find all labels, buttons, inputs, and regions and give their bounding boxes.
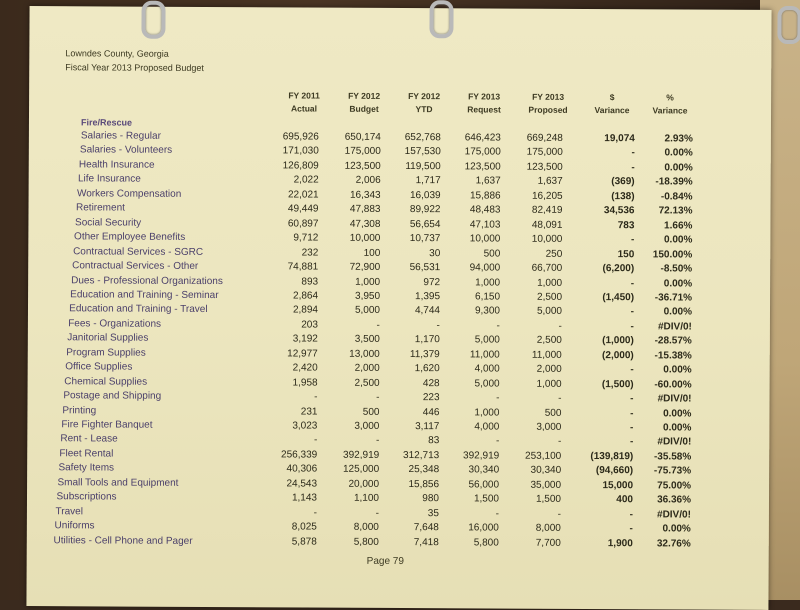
amount-cell: 2,000 (536, 363, 562, 376)
percent-variance-cell: -8.50% (660, 263, 693, 275)
amount-cell: 1,500 (535, 493, 562, 506)
amount-cell: 5,800 (353, 536, 379, 548)
dollar-variance-cell: (138) (611, 190, 635, 203)
row-label: Program Supplies (66, 347, 146, 359)
amount-cell: - (375, 507, 379, 519)
amount-cell: 30,340 (468, 464, 500, 476)
amount-cell: 650,174 (344, 131, 381, 143)
percent-variance-cell: 0.00% (663, 364, 692, 376)
amount-cell: 1,000 (475, 276, 501, 289)
column-header-line1: FY 2012 (348, 90, 381, 101)
amount-cell: 3,000 (536, 421, 562, 433)
amount-cell: - (495, 508, 499, 520)
amount-cell: 35,000 (530, 479, 562, 491)
amount-cell: - (557, 508, 561, 520)
amount-cell: 24,543 (286, 478, 318, 490)
row-label: Uniforms (54, 520, 95, 532)
amount-cell: 3,192 (292, 333, 318, 345)
amount-cell: 256,339 (281, 449, 318, 461)
amount-cell: 5,000 (354, 305, 381, 317)
amount-cell: - (495, 435, 500, 447)
amount-cell: 1,100 (353, 493, 380, 505)
county-title: Lowndes County, Georgia (65, 48, 169, 59)
percent-variance-cell: 0.00% (663, 306, 693, 318)
amount-cell: 10,000 (531, 233, 563, 245)
row-label: Education and Training - Seminar (70, 289, 219, 301)
amount-cell: 123,500 (344, 160, 381, 172)
percent-variance-cell: -35.58% (653, 451, 692, 463)
dollar-variance-cell: - (629, 436, 634, 448)
amount-cell: 3,000 (354, 420, 380, 432)
amount-cell: 646,423 (464, 132, 501, 144)
amount-cell: 5,000 (536, 306, 563, 318)
column-header (449, 90, 519, 116)
amount-cell: 48,091 (531, 219, 563, 231)
binder-ring-right (777, 6, 800, 44)
amount-cell: 11,000 (531, 349, 562, 361)
amount-cell: 56,654 (409, 218, 441, 230)
dollar-variance-cell: - (630, 234, 635, 246)
amount-cell: 47,103 (469, 219, 501, 231)
row-label: Small Tools and Equipment (57, 477, 179, 489)
column-header-line2: Budget (349, 103, 379, 114)
amount-cell: 74,881 (287, 261, 319, 273)
amount-cell: 223 (422, 392, 440, 404)
amount-cell: 49,449 (287, 203, 319, 215)
amount-cell: 12,977 (287, 348, 318, 360)
dollar-variance-cell: 1,900 (607, 537, 633, 549)
amount-cell: 5,800 (473, 536, 499, 549)
amount-cell: 1,000 (355, 276, 381, 288)
percent-variance-cell: 0.00% (663, 407, 692, 420)
amount-cell: 20,000 (348, 478, 380, 490)
percent-variance-cell: -0.84% (660, 191, 693, 203)
amount-cell: 2,500 (354, 377, 380, 389)
amount-cell: 11,000 (469, 349, 500, 361)
amount-cell: 4,000 (474, 421, 500, 433)
amount-cell: 5,878 (291, 536, 317, 548)
amount-cell: 1,620 (414, 363, 440, 375)
amount-cell: 1,170 (414, 334, 440, 346)
amount-cell: 16,205 (531, 190, 563, 202)
dollar-variance-cell: (6,200) (602, 263, 635, 275)
row-label: Workers Compensation (76, 188, 182, 200)
amount-cell: 15,886 (469, 190, 501, 202)
amount-cell: 1,395 (415, 291, 441, 303)
amount-cell: 5,000 (474, 334, 500, 346)
amount-cell: 25,348 (408, 464, 440, 476)
amount-cell: 972 (423, 276, 441, 288)
dollar-variance-cell: 19,074 (604, 133, 635, 145)
row-label: Contractual Services - SGRC (73, 245, 204, 258)
amount-cell: 2,006 (355, 175, 381, 187)
column-header-line1: $ (609, 92, 615, 103)
percent-variance-cell: 72.13% (658, 205, 693, 217)
dollar-variance-cell: 400 (616, 494, 634, 506)
amount-cell: 94,000 (469, 262, 501, 274)
amount-cell: 89,922 (409, 204, 441, 216)
amount-cell: 123,500 (526, 161, 563, 173)
amount-cell: 500 (362, 406, 380, 418)
amount-cell: 1,000 (537, 277, 563, 289)
amount-cell: 1,000 (536, 378, 562, 390)
budget-subtitle: Fiscal Year 2013 Proposed Budget (65, 62, 204, 73)
amount-cell: 9,300 (474, 305, 501, 317)
amount-cell: 16,343 (349, 189, 381, 201)
percent-variance-cell: -28.57% (654, 335, 692, 347)
percent-variance-cell: #DIV/0! (656, 509, 691, 521)
percent-variance-cell: -36.71% (654, 292, 693, 304)
amount-cell: 30,340 (530, 465, 562, 477)
percent-variance-cell: 0.00% (664, 147, 693, 159)
amount-cell: 2,864 (293, 290, 319, 302)
amount-cell: 500 (544, 407, 562, 419)
table-row (27, 535, 769, 553)
percent-variance-cell: 0.00% (664, 162, 693, 174)
amount-cell: 16,039 (409, 189, 441, 202)
dollar-variance-cell: 34,536 (603, 205, 635, 217)
percent-variance-cell: -75.73% (653, 465, 692, 477)
amount-cell: 40,306 (286, 463, 318, 475)
amount-cell: 123,500 (464, 161, 501, 173)
budget-page (26, 6, 771, 610)
row-label: Health Insurance (78, 159, 155, 171)
dollar-variance-cell: - (630, 306, 635, 318)
column-header (513, 91, 583, 117)
amount-cell: 3,950 (355, 290, 381, 302)
amount-cell: 232 (301, 247, 319, 259)
amount-cell: 203 (301, 319, 318, 331)
amount-cell: - (496, 320, 500, 332)
amount-cell: 125,000 (342, 464, 380, 476)
dollar-variance-cell: 783 (617, 219, 635, 231)
row-label: Utilities - Cell Phone and Pager (53, 534, 193, 547)
amount-cell: 2,500 (536, 335, 562, 347)
amount-cell: 10,000 (469, 233, 501, 245)
amount-cell: - (376, 391, 380, 403)
amount-cell: 250 (545, 248, 563, 260)
amount-cell: 4,744 (414, 305, 441, 317)
amount-cell: 60,897 (287, 218, 319, 230)
percent-variance-cell: 2.93% (664, 133, 693, 145)
amount-cell: 5,000 (474, 378, 500, 390)
amount-cell: 980 (422, 493, 440, 505)
column-header-line2: Variance (652, 105, 688, 116)
amount-cell: 11,379 (409, 348, 440, 360)
amount-cell: 2,500 (536, 291, 563, 303)
percent-variance-cell: -18.39% (655, 176, 693, 188)
amount-cell: 1,637 (475, 175, 501, 187)
amount-cell: 16,000 (468, 522, 499, 534)
amount-cell: 2,000 (354, 362, 380, 375)
row-label: Fees - Organizations (68, 318, 162, 330)
amount-cell: 10,000 (349, 232, 381, 245)
amount-cell: 500 (483, 248, 501, 260)
dollar-variance-cell: (139,819) (590, 450, 634, 463)
amount-cell: - (376, 319, 380, 331)
column-header-line2: YTD (415, 104, 433, 115)
percent-variance-cell: #DIV/0! (657, 436, 692, 448)
column-header-line2: Variance (594, 105, 630, 116)
dollar-variance-cell: (1,450) (602, 292, 635, 304)
percent-variance-cell: 75.00% (657, 480, 692, 492)
amount-cell: 893 (301, 275, 319, 288)
amount-cell: 392,919 (343, 449, 380, 461)
binder-ring-left (141, 1, 165, 39)
amount-cell: 30 (429, 247, 441, 259)
amount-cell: - (375, 435, 380, 447)
dollar-variance-cell: 15,000 (602, 479, 634, 492)
amount-cell: 8,000 (535, 522, 561, 534)
row-label: Postage and Shipping (63, 390, 162, 402)
amount-cell: 2,022 (293, 174, 319, 186)
amount-cell: 82,419 (531, 204, 563, 217)
row-label: Salaries - Volunteers (79, 144, 173, 157)
dollar-variance-cell: - (631, 162, 635, 174)
amount-cell: 175,000 (526, 147, 563, 159)
amount-cell: 2,420 (292, 362, 318, 374)
amount-cell: - (314, 391, 318, 403)
column-header-line2: Actual (291, 103, 318, 114)
amount-cell: 446 (422, 406, 440, 418)
row-label: Contractual Services - Other (72, 260, 199, 272)
dollar-variance-cell: - (630, 321, 634, 333)
amount-cell: 119,500 (405, 160, 441, 173)
percent-variance-cell: 0.00% (662, 422, 692, 434)
amount-cell: - (558, 320, 562, 332)
row-label: Janitorial Supplies (67, 332, 149, 344)
row-label: Rent - Lease (60, 433, 118, 445)
dollar-variance-cell: 150 (617, 248, 635, 260)
percent-variance-cell: #DIV/0! (657, 393, 692, 405)
percent-variance-cell: -15.38% (654, 350, 692, 362)
dollar-variance-cell: - (629, 523, 633, 535)
amount-cell: 72,900 (349, 261, 381, 273)
amount-cell: 47,308 (349, 218, 381, 230)
amount-cell: 1,143 (291, 492, 318, 504)
amount-cell: 3,117 (415, 421, 440, 433)
row-label: Life Insurance (77, 173, 141, 185)
row-label: Retirement (75, 202, 125, 214)
amount-cell: 13,000 (349, 348, 380, 360)
amount-cell: 4,000 (474, 363, 500, 375)
column-header-line1: FY 2012 (408, 91, 441, 102)
amount-cell: 695,926 (282, 131, 319, 143)
amount-cell: 10,737 (409, 233, 441, 245)
page-number: Page 79 (366, 555, 404, 568)
row-label: Travel (55, 505, 83, 518)
percent-variance-cell: -60.00% (654, 378, 692, 391)
percent-variance-cell: 1.66% (664, 220, 693, 232)
amount-cell: - (313, 434, 318, 447)
amount-cell: - (313, 507, 317, 519)
binder-ring-middle (429, 0, 453, 38)
amount-cell: - (496, 392, 500, 404)
dollar-variance-cell: - (630, 364, 634, 376)
row-label: Chemical Supplies (64, 375, 148, 388)
amount-cell: 175,000 (344, 146, 381, 158)
amount-cell: - (436, 320, 440, 332)
amount-cell: 126,809 (282, 160, 319, 172)
row-label: Other Employee Benefits (74, 231, 186, 244)
amount-cell: 15,856 (408, 478, 440, 491)
amount-cell: 428 (422, 377, 440, 389)
row-label: Dues - Professional Organizations (71, 274, 223, 287)
row-label: Office Supplies (65, 361, 133, 373)
dollar-variance-cell: (2,000) (602, 349, 634, 361)
percent-variance-cell: 0.00% (663, 234, 693, 246)
dollar-variance-cell: (94,660) (595, 465, 634, 477)
row-label: Salaries - Regular (80, 130, 161, 142)
column-header-line1: FY 2013 (468, 91, 501, 102)
column-header-line2: Proposed (528, 104, 568, 115)
amount-cell: 7,418 (413, 536, 439, 548)
percent-variance-cell: 32.76% (656, 537, 691, 550)
amount-cell: 253,100 (525, 450, 562, 462)
amount-cell: 2,894 (292, 304, 319, 316)
amount-cell: 7,700 (535, 537, 561, 549)
amount-cell: 3,500 (354, 334, 380, 346)
column-header-line1: % (666, 92, 674, 103)
dollar-variance-cell: - (629, 508, 633, 520)
dollar-variance-cell: (1,500) (601, 378, 634, 390)
amount-cell: 1,500 (473, 493, 500, 505)
amount-cell: 66,700 (531, 262, 563, 274)
percent-variance-cell: #DIV/0! (657, 321, 692, 333)
amount-cell: 56,000 (468, 479, 500, 491)
dollar-variance-cell: - (630, 277, 635, 289)
row-label: Social Security (75, 216, 142, 229)
amount-cell: 231 (300, 406, 318, 418)
percent-variance-cell: 150.00% (652, 248, 693, 261)
amount-cell: 312,713 (403, 449, 440, 462)
amount-cell: 47,883 (349, 203, 381, 216)
amount-cell: 3,023 (292, 420, 318, 432)
row-label: Printing (62, 404, 97, 416)
column-header (635, 91, 705, 117)
amount-cell: 6,150 (474, 291, 501, 303)
dollar-variance-cell: - (630, 393, 634, 405)
row-label: Fleet Rental (59, 448, 114, 460)
amount-cell: 35 (427, 507, 439, 519)
amount-cell: 7,648 (413, 522, 439, 534)
column-header-line1: FY 2011 (288, 90, 320, 101)
amount-cell: 56,531 (409, 262, 441, 274)
percent-variance-cell: 0.00% (662, 523, 691, 535)
amount-cell: 652,768 (404, 132, 441, 144)
dollar-variance-cell: - (631, 147, 635, 159)
amount-cell: 83 (428, 435, 440, 447)
amount-cell: 22,021 (287, 189, 319, 201)
amount-cell: 1,000 (474, 406, 500, 419)
amount-cell: 175,000 (464, 146, 501, 158)
amount-cell: - (557, 436, 562, 448)
row-label: Safety Items (58, 462, 115, 474)
amount-cell: 171,030 (282, 145, 319, 158)
dollar-variance-cell: (1,000) (602, 335, 634, 347)
percent-variance-cell: 0.00% (663, 277, 693, 290)
dollar-variance-cell: (369) (611, 176, 635, 188)
row-label: Education and Training - Travel (69, 303, 208, 316)
amount-cell: - (558, 392, 562, 404)
amount-cell: 669,248 (526, 132, 563, 144)
amount-cell: 1,637 (537, 176, 563, 188)
amount-cell: 100 (363, 247, 381, 259)
percent-variance-cell: 36.36% (657, 494, 692, 506)
amount-cell: 1,958 (292, 377, 318, 389)
column-header-line2: Request (467, 104, 501, 115)
amount-cell: 392,919 (463, 450, 500, 462)
column-header-line1: FY 2013 (532, 91, 565, 102)
amount-cell: 1,717 (415, 175, 441, 187)
amount-cell: 9,712 (293, 232, 319, 244)
amount-cell: 48,483 (469, 204, 501, 216)
amount-cell: 8,025 (291, 521, 317, 533)
dollar-variance-cell: - (630, 407, 634, 419)
amount-cell: 8,000 (353, 521, 379, 534)
section-title: Fire/Rescue (80, 117, 133, 128)
row-label: Subscriptions (56, 491, 117, 503)
amount-cell: 157,530 (404, 146, 441, 158)
row-label: Fire Fighter Banquet (61, 419, 153, 431)
dollar-variance-cell: - (630, 422, 634, 434)
